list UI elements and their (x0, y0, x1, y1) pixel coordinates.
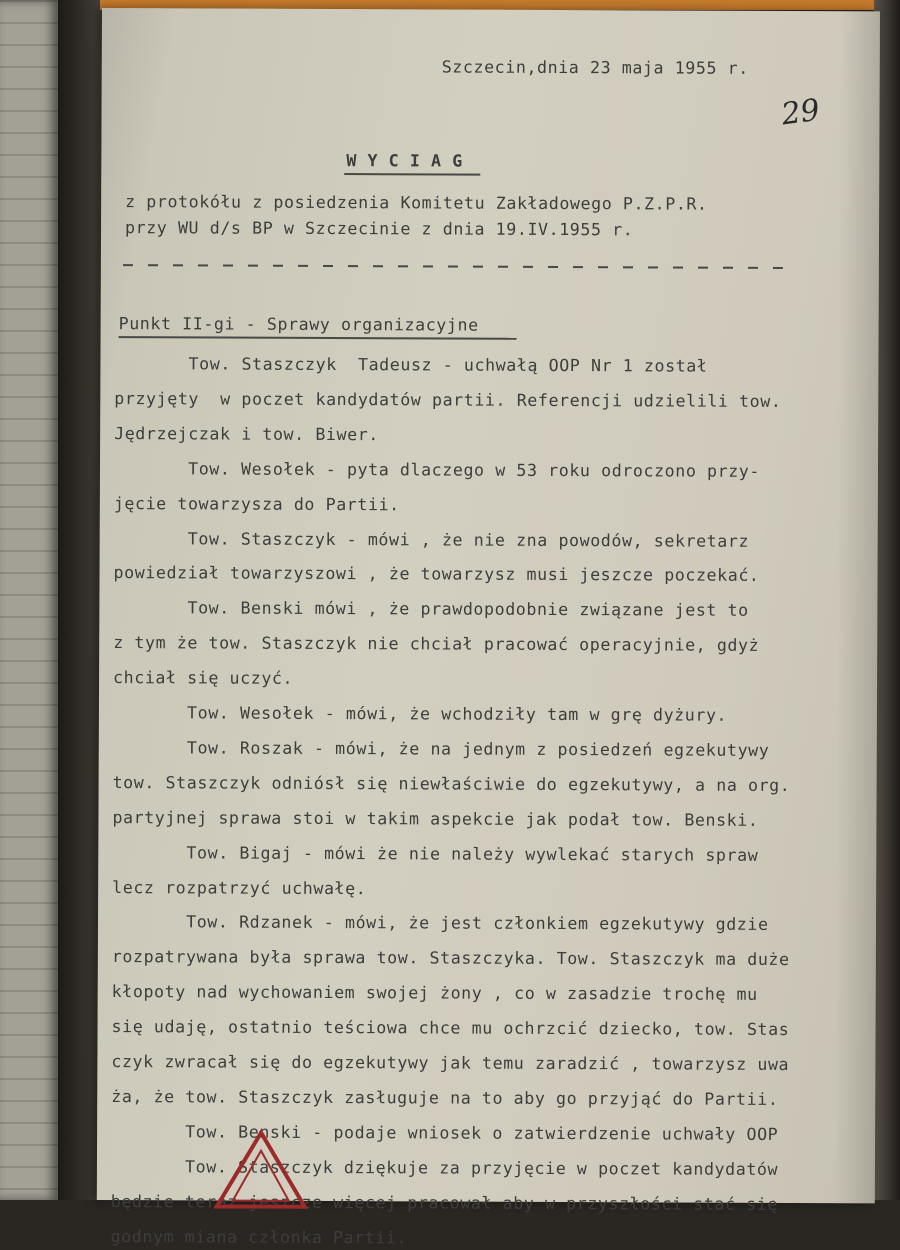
body-line: lecz rozpatrzyć uchwałę. (112, 877, 367, 898)
body-line: Tow. Wesołek - pyta dlaczego w 53 roku odroczono przy- (113, 458, 761, 481)
document-heading: W Y C I A G (346, 151, 463, 171)
place-date: Szczecin,dnia 23 maja 1955 r. (441, 57, 749, 78)
body-line: będzie teraz jeszcze więcej pracował aby w przyszłości stać się (110, 1191, 779, 1214)
binder-left-page (0, 0, 58, 1200)
body-line: się udaję, ostatnio teściowa chce mu ochrzcić dziecko, tow. Stas (111, 1017, 790, 1040)
body-line: Tow. Rdzanek - mówi, że jest członkiem egzekutywy gdzie (111, 912, 769, 935)
body-line: ża, że tow. Staszczyk zasługuje na to aby go przyjąć do Partii. (111, 1086, 779, 1109)
body-line: powiedział towarzyszowi , że towarzysz musi jeszcze poczekać. (113, 563, 760, 586)
body-line: jęcie towarzysza do Partii. (113, 493, 400, 514)
body-line: Tow. Benski - podaje wniosek o zatwierdzenie uchwały OOP (111, 1121, 779, 1144)
body-line: godnym miana członka Partii. (110, 1226, 408, 1247)
body-line: kłopoty nad wychowaniem swojej żony , co w zasadzie trochę mu (111, 982, 758, 1005)
body-line: tow. Staszczyk odniósł się niewłaściwie do egzekutywy, a na org. (112, 772, 791, 795)
page-shadow (835, 11, 880, 1203)
body-line: Tow. Staszczyk Tadeusz - uchwałą OOP Nr 1 został (114, 354, 708, 376)
heading-underline (344, 173, 480, 176)
body-line: Tow. Bigaj - mówi że nie należy wywlekać starych spraw (112, 842, 759, 865)
title-line-1: z protokółu z posiedzenia Komitetu Zakładowego P.Z.P.R. (125, 192, 708, 214)
separator-dashes (123, 264, 783, 269)
body-line: Tow. Staszczyk - mówi , że nie zna powodów, sekretarz (113, 528, 750, 551)
triangle-stamp-icon (213, 1128, 309, 1208)
body-line: z tym że tow. Staszczyk nie chciał pracować operacyjnie, gdyż (113, 633, 760, 656)
body-line: chciał się uczyć. (113, 668, 294, 688)
title-line-2: przy WU d/s BP w Szczecinie z dnia 19.IV.1955 r. (125, 218, 634, 240)
body-line: Tow. Roszak - mówi, że na jednym z posiedzeń egzekutywy (112, 737, 770, 760)
body-line: czyk zwracał się do egzekutywy jak temu zaradzić , towarzysz uwa (111, 1052, 790, 1075)
body-line: Tow. Wesołek - mówi, że wchodziły tam w grę dyżury. (112, 703, 728, 725)
body-line: Tow. Staszczyk dziękuje za przyjęcie w poczet kandydatów (110, 1156, 779, 1179)
document-page (97, 8, 880, 1247)
page-number: 29 (779, 92, 822, 133)
section-underline (119, 336, 517, 340)
section-heading: Punkt II-gi - Sprawy organizacyjne (118, 314, 479, 335)
body-line: Tow. Benski mówi , że prawdopodobnie związane jest to (113, 598, 749, 621)
body-line: rozpatrywana była sprawa tow. Staszczyka. Tow. Staszczyk ma duże (111, 947, 790, 970)
body-line: Jędrzejczak i tow. Biwer. (114, 423, 379, 445)
body-line: przyjęty w poczet kandydatów partii. Referencji udzielili tow. (114, 388, 782, 411)
body-line: partyjnej sprawa stoi w takim aspekcie jak podał tow. Benski. (112, 807, 759, 830)
